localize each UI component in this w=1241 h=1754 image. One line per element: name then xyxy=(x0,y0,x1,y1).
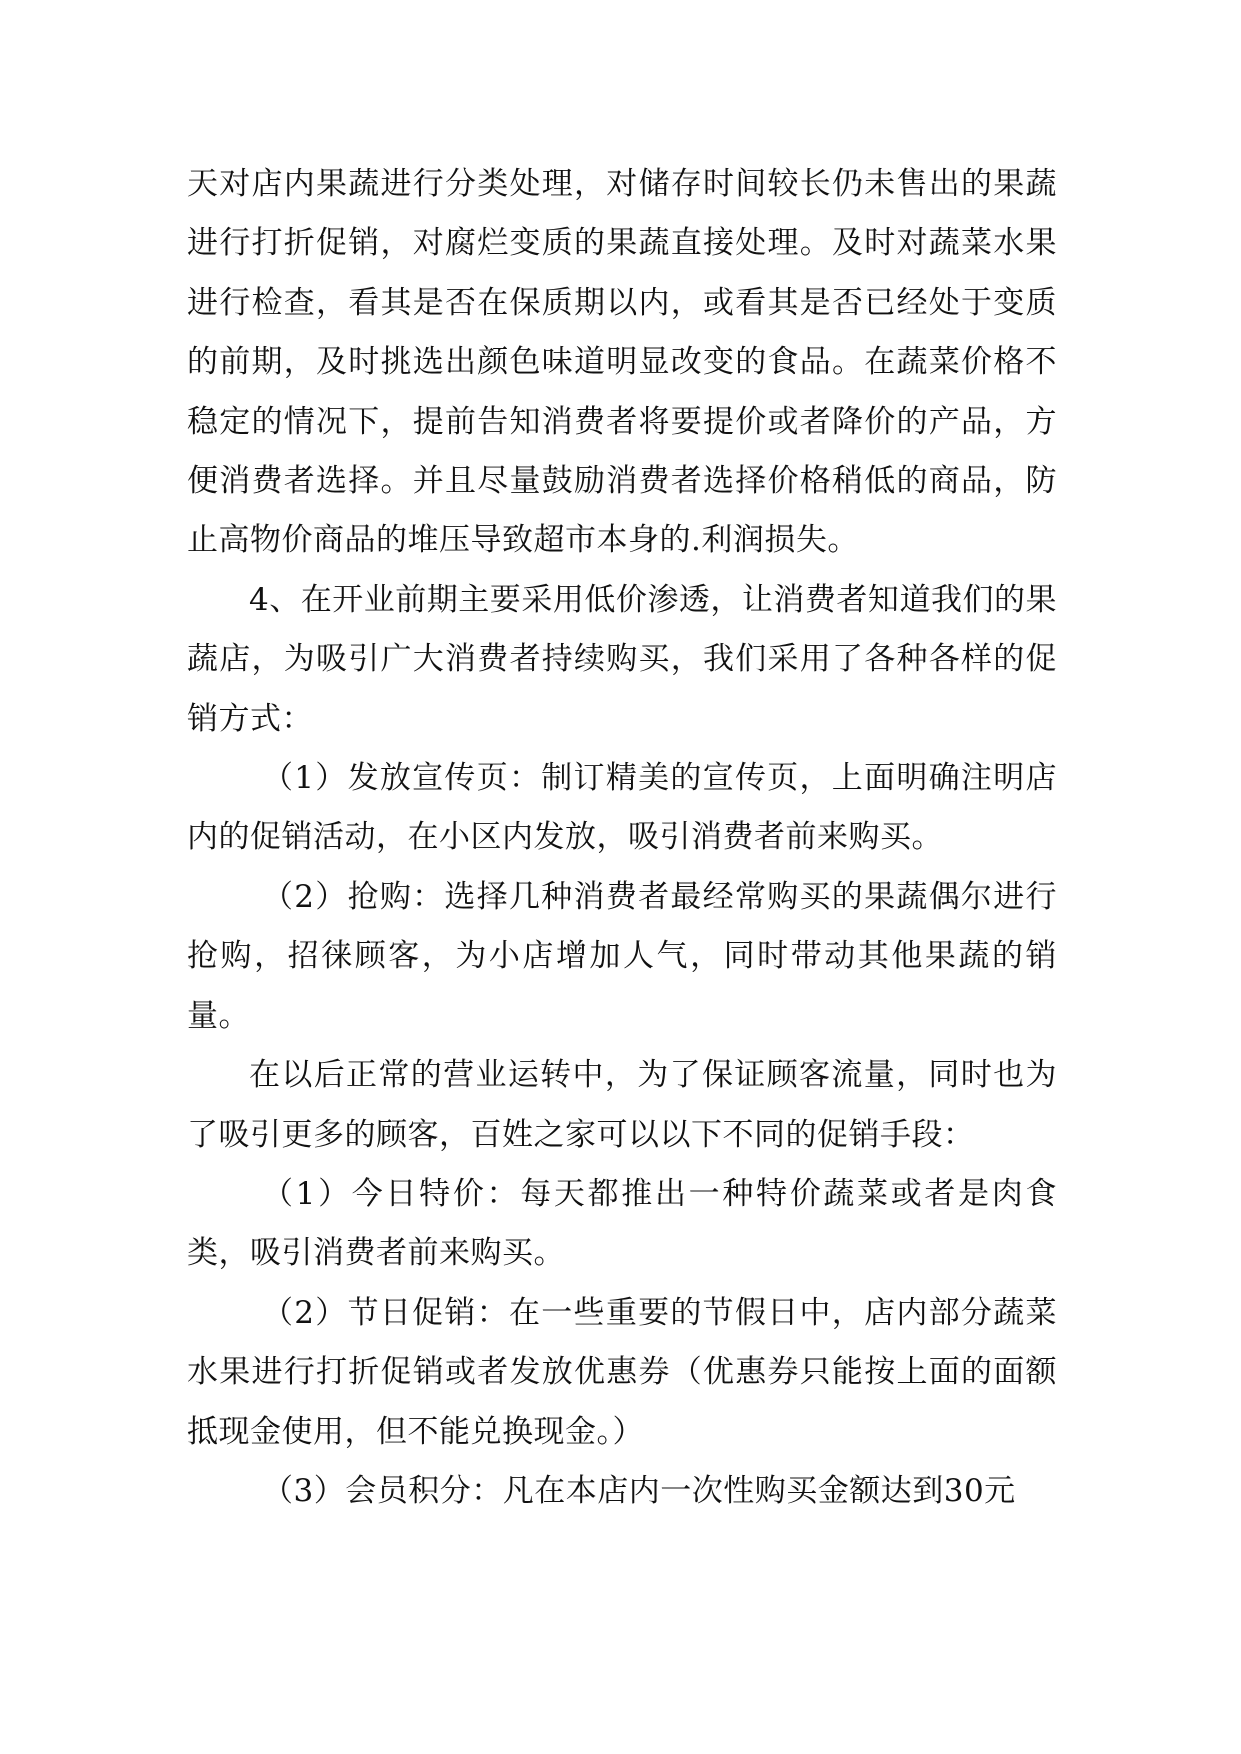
paragraph-item-member-points: （3）会员积分：凡在本店内一次性购买金额达到30元 xyxy=(262,1472,1016,1509)
paragraph-item-holiday-promo: （2）节日促销：在一些重要的节假日中，店内部分蔬菜水果进行打折促销或者发放优惠券（优惠券只能按上面的面额抵现金使用，但不能兑换现金。） xyxy=(187,1294,1057,1450)
paragraph-continuation: 天对店内果蔬进行分类处理，对储存时间较长仍未售出的果蔬进行打折促销，对腐烂变质的果蔬直接处理。及时对蔬菜水果进行检查，看其是否在保质期以内，或看其是否已经处于变质的前期，及时挑选出颜色味道明显改变的食品。在蔬菜价格不稳定的情况下，提前告知消费者将要提价或者降价的产品，方便消费者选择。并且尽量鼓励消费者选择价格稍低的商品，防止高物价商品的堆压导致超市本身的.利润损失。 xyxy=(187,166,1057,559)
paragraph-item-leaflet: （1）发放宣传页：制订精美的宣传页，上面明确注明店内的促销活动，在小区内发放，吸引消费者前来购买。 xyxy=(187,760,1057,856)
document-body xyxy=(187,155,1057,1521)
paragraph-item-daily-special: （1）今日特价：每天都推出一种特价蔬菜或者是肉食类，吸引消费者前来购买。 xyxy=(187,1175,1057,1272)
paragraph-regular-operations: 在以后正常的营业运转中，为了保证顾客流量，同时也为了吸引更多的顾客，百姓之家可以以下不同的促销手段： xyxy=(187,1057,1057,1153)
paragraph-item-flash-sale: （2）抢购：选择几种消费者最经常购买的果蔬偶尔进行抢购，招徕顾客，为小店增加人气，同时带动其他果蔬的销量。 xyxy=(187,878,1057,1034)
paragraph-section-4: 4、在开业前期主要采用低价渗透，让消费者知道我们的果蔬店，为吸引广大消费者持续购买，我们采用了各种各样的促销方式： xyxy=(187,581,1057,737)
